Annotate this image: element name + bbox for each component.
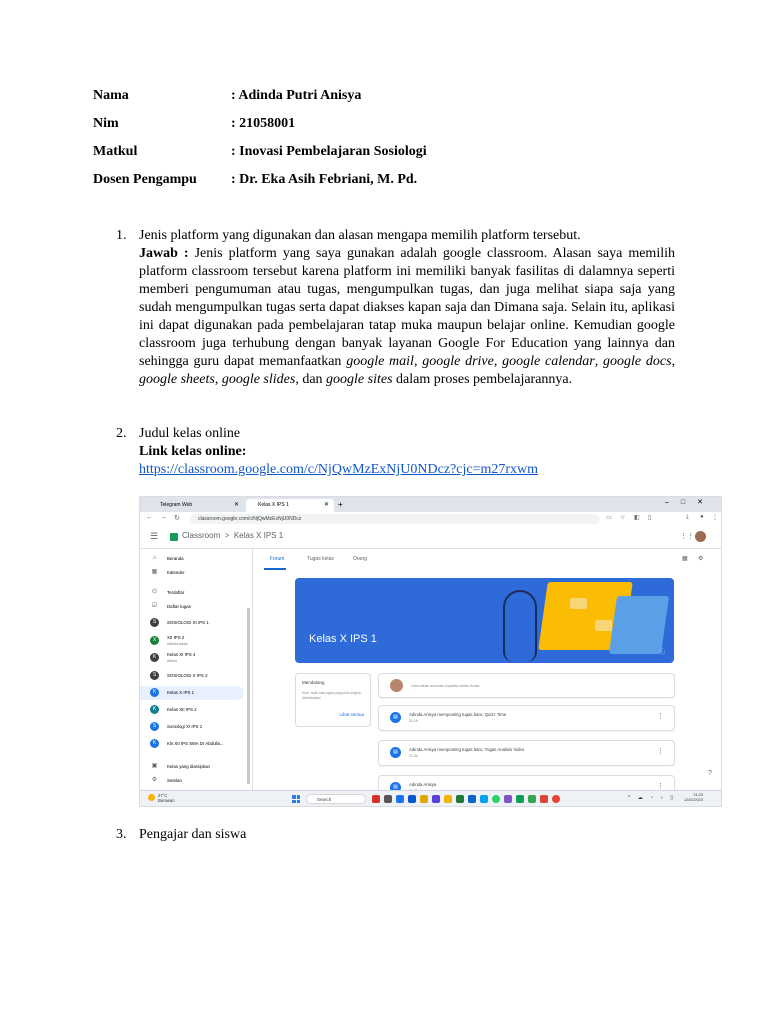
new-tab-icon[interactable]: + — [338, 500, 343, 509]
book-illustration — [609, 596, 669, 654]
sidebar-item-class[interactable]: S SOSIOLOGI XI IPS 1 — [140, 616, 244, 630]
list-number: 3. — [116, 827, 127, 842]
header-row-nim — [93, 116, 296, 132]
class-avatar-icon: K — [150, 688, 159, 697]
upcoming-title: Mendatang — [302, 680, 325, 685]
header-value: : 21058001 — [231, 116, 296, 131]
app-icon[interactable] — [480, 795, 488, 803]
header-value: : Inovasi Pembelajaran Sosiologi — [231, 144, 427, 159]
home-icon: ⌂ — [152, 555, 157, 561]
class-avatar-icon: S — [150, 671, 159, 680]
announce-box[interactable] — [378, 673, 675, 698]
post-title: Adinda Anisya — [409, 782, 437, 787]
service-name: google drive — [422, 354, 494, 369]
weather-widget[interactable]: 27°C Berawan — [158, 793, 175, 803]
class-avatar-icon: K — [150, 705, 159, 714]
app-icon[interactable] — [384, 795, 392, 803]
forward-icon[interactable]: → — [160, 514, 167, 521]
service-name: google mail — [346, 354, 414, 369]
tab-forum[interactable]: Forum — [270, 556, 285, 562]
answer-label: Jawab : — [139, 246, 189, 261]
close-icon[interactable]: ✕ — [323, 502, 329, 508]
tab-label: Kelas X IPS 1 — [258, 502, 289, 508]
task-icon: ☑ — [151, 603, 158, 609]
tab-label: Telegram Web — [160, 502, 193, 508]
answer-text: Jenis platform yang saya gunakan adalah google classroom. Alasan saya memilih platform classroom tersebut karena platform ini memiliki banyak fasilitas di dalamnya seperti memberi pengumuman atau tugas, mengumpulkan tugas, dan juga melihat siapa saja yang sudah mengumpulkan tugas serta dapat diakses kapan saja dan Dimana saja. Selain itu, aplikasi ini dapat digunakan pada pembelajaran tatap muka maupun belajar online. Kemudian google classroom juga terhubung dengan banyak layanan Google For Education yang lainnya dan sehingga guru dapat memanfaatkan — [139, 246, 675, 369]
class-banner — [295, 578, 674, 663]
question-text: Judul kelas online — [139, 426, 241, 441]
gear-icon[interactable]: ⚙ — [698, 556, 704, 562]
app-icon[interactable] — [468, 795, 476, 803]
download-icon[interactable]: ⤓ — [686, 514, 689, 520]
classroom-header — [140, 526, 721, 549]
star-icon[interactable]: ☆ — [620, 515, 626, 521]
assignment-icon: ▤ — [390, 712, 401, 723]
school-icon: ⌬ — [151, 589, 158, 595]
sidebar-item-daftar-tugas[interactable]: ☑ Daftar tugas — [151, 603, 191, 609]
class-link[interactable]: https://classroom.google.com/c/NjQwMzExNjU0NDcz?cjc=m27rxwm — [139, 462, 539, 477]
address-bar-row — [140, 512, 721, 526]
stream-post[interactable] — [378, 705, 675, 731]
sidebar-item-class[interactable]: K Kelas XI IPS 4 Admin — [140, 651, 244, 665]
app-icon[interactable] — [444, 795, 452, 803]
app-icon[interactable] — [408, 795, 416, 803]
app-icon[interactable] — [432, 795, 440, 803]
more-icon[interactable]: ⋮ — [657, 748, 664, 755]
hamburger-icon[interactable]: ☰ — [150, 531, 159, 541]
avatar[interactable] — [695, 531, 706, 542]
tab-orang[interactable]: Orang — [353, 556, 367, 562]
extension-icon[interactable]: ◧ — [634, 515, 640, 521]
question-text: Jenis platform yang digunakan dan alasan mengapa memilih platform tersebut. — [139, 228, 581, 243]
stream-post[interactable] — [378, 740, 675, 766]
whatsapp-icon[interactable] — [492, 795, 500, 803]
headphones-illustration — [503, 590, 537, 662]
assignment-icon: ▤ — [390, 782, 401, 793]
reload-icon[interactable]: ↻ — [174, 515, 180, 522]
class-avatar-icon: S — [150, 618, 159, 627]
list-number: 1. — [116, 228, 127, 243]
sidebar-item-archived[interactable]: ▣ Kelas yang diarsipkan — [151, 763, 210, 769]
sidebar-item-beranda[interactable]: ⌂ Beranda — [140, 552, 244, 566]
question-3 — [116, 826, 675, 844]
answer-ending: dalam proses pembelajarannya. — [396, 372, 573, 387]
help-icon[interactable]: ? — [708, 770, 712, 777]
question-2 — [116, 425, 675, 479]
service-name: google sites — [326, 372, 393, 387]
archive-icon: ▣ — [151, 763, 158, 769]
header-value: : Adinda Putri Anisya — [231, 88, 362, 103]
calendar-icon: ▦ — [151, 569, 158, 575]
banner-title: Kelas X IPS 1 — [309, 633, 377, 645]
chat-bubble-illustration — [570, 598, 587, 609]
class-main — [252, 548, 722, 790]
post-title: Adinda Anisya memposting tugas baru: Quizz Time — [409, 712, 507, 717]
sidepanel-icon[interactable]: ▯ — [648, 515, 652, 521]
link-label: Link kelas online: — [139, 444, 247, 459]
post-date: 21.19 — [409, 719, 418, 723]
classroom-screenshot — [139, 496, 722, 807]
and-word: dan — [302, 372, 323, 387]
browser-tab-telegram[interactable] — [148, 499, 244, 512]
upcoming-card — [295, 673, 371, 727]
sidebar-item-class-active[interactable]: K Kelas X IPS 1 — [140, 686, 244, 700]
cast-icon[interactable]: ▭ — [606, 515, 612, 521]
menu-icon[interactable]: ⋮ — [712, 515, 718, 521]
assignment-icon: ▤ — [390, 747, 401, 758]
chrome-icon[interactable] — [552, 795, 560, 803]
weather-icon — [148, 794, 155, 801]
url-field[interactable]: classroom.google.com/c/NjQwMzExNjU0NDcz — [190, 514, 600, 524]
sidebar-item-kalender[interactable]: ▦ Kalender — [151, 569, 185, 575]
class-avatar-icon: S — [150, 722, 159, 731]
sidebar-item-class[interactable]: S SOSIOLOGI X IPS 2 — [140, 669, 244, 683]
taskbar-search[interactable]: Search — [306, 794, 366, 804]
app-icon[interactable] — [372, 795, 380, 803]
browser-tab-bar — [140, 497, 721, 512]
tab-tugas-kelas[interactable]: Tugas kelas — [307, 556, 334, 562]
upcoming-body: Hore, tidak ada tugas yang perlu segera diselesaikan! — [302, 691, 361, 700]
service-name: google sheets — [139, 372, 215, 387]
header-row-nama — [93, 88, 362, 104]
window-controls-icon[interactable]: –□✕ — [665, 499, 715, 506]
view-all-link[interactable]: Lihat semua — [339, 712, 364, 717]
class-avatar-icon: K — [150, 653, 159, 662]
header-label: Dosen Pengampu — [93, 172, 197, 187]
header-row-dosen — [93, 172, 418, 188]
sidebar-item-class[interactable]: K Kls XII IPS SMA Dr Abdulla... — [140, 737, 244, 751]
sidebar-item-settings[interactable]: ⚙ Setelan — [151, 777, 182, 783]
service-name: google docs — [603, 354, 672, 369]
windows-taskbar — [140, 790, 721, 807]
post-title: Adinda Anisya memposting tugas baru: Tugas Analisis Video — [409, 747, 525, 752]
header-label: Nim — [93, 116, 119, 131]
header-value: : Dr. Eka Asih Febriani, M. Pd. — [231, 172, 418, 187]
app-icon[interactable] — [528, 795, 536, 803]
header-label: Matkul — [93, 144, 138, 159]
class-avatar-icon: K — [150, 739, 159, 748]
apps-grid-icon[interactable]: ⋮⋮ — [680, 533, 694, 540]
app-icon[interactable] — [540, 795, 548, 803]
more-icon[interactable]: ⋮ — [657, 713, 664, 720]
profile-icon[interactable]: ● — [700, 514, 704, 520]
service-name: google calendar — [502, 354, 595, 369]
sidebar-item-class[interactable]: S Sosiologi XI IPS 1 — [140, 720, 244, 734]
system-tray-icon[interactable]: ^ ☁ ◔ ♪ ▯ — [628, 795, 677, 801]
chat-bubble-illustration — [595, 620, 612, 631]
sidebar-item-class[interactable]: K Kelas XII IPS 2 — [140, 703, 244, 717]
app-icon[interactable] — [504, 795, 512, 803]
calendar-icon[interactable]: ▦ — [682, 556, 688, 562]
taskbar-clock[interactable]: 21.23 12/02/2023 — [684, 793, 704, 802]
list-number: 2. — [116, 426, 127, 441]
breadcrumb: Classroom > Kelas X IPS 1 — [182, 531, 284, 540]
sidebar-item-class[interactable]: X XII IPS 2 Adinda Addia — [140, 634, 244, 648]
answer-paragraph: Jawab : Jenis platform yang saya gunakan adalah google classroom. Alasan saya memilih platform classroom tersebut karena platform ini memiliki banyak fasilitas di dalamnya seperti memberi pengumuman atau tugas, mengumpulkan tugas, dan juga melihat siapa saja yang sudah mengumpulkan tugas serta dapat diakses kapan saja dan Dimana saja. Selain itu, aplikasi ini dapat digunakan pada pembelajaran tatap muka maupun belajar online. Kemudian google classroom juga terhubung dengan banyak layanan Google For Education yang lainnya dan sehingga guru dapat memanfaatkan google mail, google drive, google calendar, google docs, google sheets, google slides, dan google sites dalam proses pembelajarannya. — [139, 246, 676, 387]
sidebar-scrollbar[interactable] — [247, 608, 250, 784]
announce-placeholder: Umumkan sesuatu kepada kelas Anda — [411, 683, 480, 688]
header-row-matkul — [93, 144, 427, 160]
more-icon[interactable]: ⋮ — [657, 783, 664, 790]
service-name: google slides — [221, 372, 296, 387]
classroom-logo-icon — [170, 533, 178, 541]
app-icon[interactable] — [456, 795, 464, 803]
class-avatar-icon: X — [150, 636, 159, 645]
info-icon[interactable]: ⓘ — [659, 650, 666, 656]
active-tab-indicator — [264, 568, 286, 570]
gear-icon: ⚙ — [151, 777, 158, 783]
question-1 — [116, 227, 675, 389]
windows-start-icon[interactable] — [292, 795, 300, 803]
sidebar-item-terdaftar[interactable]: ⌬ Terdaftar — [151, 589, 185, 595]
browser-tab-classroom[interactable] — [246, 499, 334, 512]
header-label: Nama — [93, 88, 129, 103]
app-icon[interactable] — [516, 795, 524, 803]
folder-icon[interactable] — [420, 795, 428, 803]
post-date: 21.04 — [409, 754, 418, 758]
close-icon[interactable]: ✕ — [233, 502, 239, 508]
sidebar — [140, 548, 253, 790]
question-text: Pengajar dan siswa — [139, 827, 247, 842]
app-icon[interactable] — [396, 795, 404, 803]
back-icon[interactable]: ← — [146, 514, 153, 521]
avatar — [390, 679, 403, 692]
